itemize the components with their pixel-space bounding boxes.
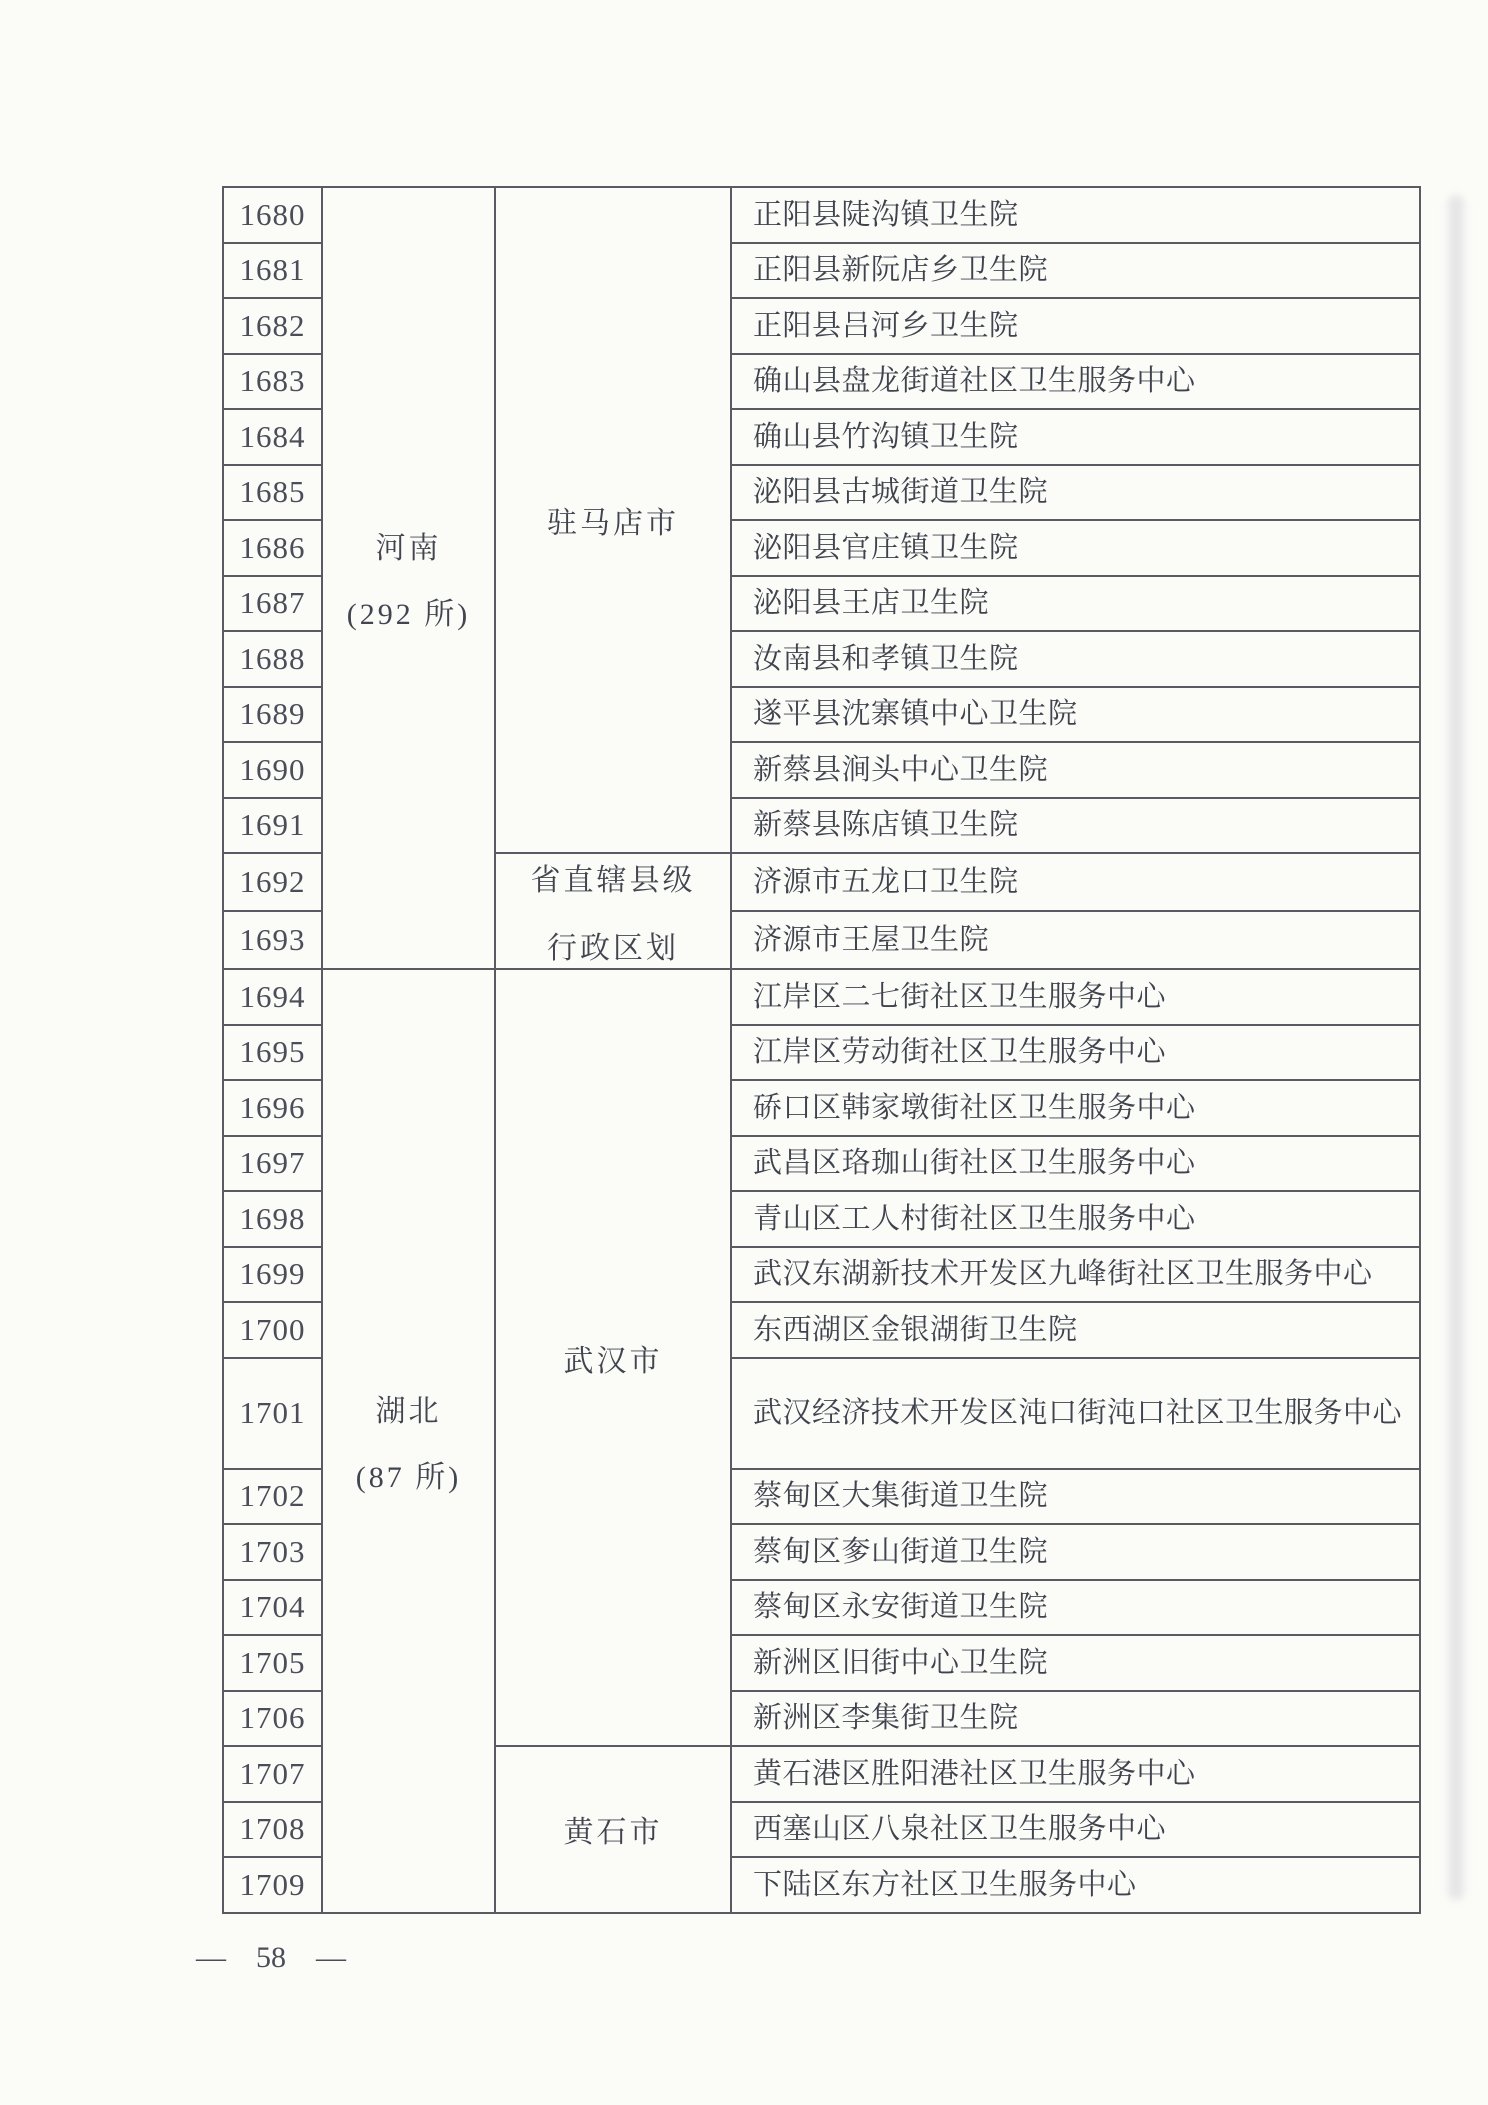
- institution-name: 新蔡县陈店镇卫生院: [731, 798, 1420, 854]
- footer-dash-left: —: [196, 1941, 226, 1974]
- institution-name: 济源市五龙口卫生院: [731, 853, 1420, 911]
- institution-name: 硚口区韩家墩街社区卫生服务中心: [731, 1080, 1420, 1136]
- institution-name: 汝南县和孝镇卫生院: [731, 631, 1420, 687]
- row-number: 1680: [223, 187, 322, 243]
- institution-name: 蔡甸区大集街道卫生院: [731, 1469, 1420, 1525]
- institution-name: 蔡甸区奓山街道卫生院: [731, 1524, 1420, 1580]
- health-institution-table: [222, 186, 1421, 1914]
- institution-name: 下陆区东方社区卫生服务中心: [731, 1857, 1420, 1913]
- row-number: 1700: [223, 1302, 322, 1358]
- city-cell-zhumadian: [495, 187, 731, 853]
- row-number: 1703: [223, 1524, 322, 1580]
- row-number: 1705: [223, 1635, 322, 1691]
- page-number: 58: [256, 1941, 286, 1974]
- province-cell-henan: [322, 187, 495, 969]
- institution-name: 武汉经济技术开发区沌口街沌口社区卫生服务中心: [731, 1358, 1420, 1469]
- row-number: 1684: [223, 409, 322, 465]
- row-number: 1698: [223, 1191, 322, 1247]
- institution-name: 新洲区旧街中心卫生院: [731, 1635, 1420, 1691]
- row-number: 1686: [223, 520, 322, 576]
- institution-name: 确山县盘龙街道社区卫生服务中心: [731, 354, 1420, 410]
- city-cell-huangshi: [495, 1746, 731, 1913]
- institution-name: 遂平县沈寨镇中心卫生院: [731, 687, 1420, 743]
- row-number: 1688: [223, 631, 322, 687]
- institution-name: 济源市王屋卫生院: [731, 911, 1420, 969]
- row-number: 1691: [223, 798, 322, 854]
- institution-name: 江岸区二七街社区卫生服务中心: [731, 969, 1420, 1025]
- institution-name: 正阳县吕河乡卫生院: [731, 298, 1420, 354]
- row-number: 1695: [223, 1025, 322, 1081]
- row-number: 1707: [223, 1746, 322, 1802]
- row-number: 1689: [223, 687, 322, 743]
- institution-name: 泌阳县官庄镇卫生院: [731, 520, 1420, 576]
- province-count: (292 所): [346, 598, 471, 631]
- city-cell-provincial-direct: [495, 853, 731, 969]
- table-row: [223, 187, 1420, 243]
- institution-name: 武昌区珞珈山街社区卫生服务中心: [731, 1136, 1420, 1192]
- row-number: 1683: [223, 354, 322, 410]
- institution-name: 新洲区李集街卫生院: [731, 1691, 1420, 1747]
- row-number: 1687: [223, 576, 322, 632]
- institution-name: 江岸区劳动街社区卫生服务中心: [731, 1025, 1420, 1081]
- page-footer: [196, 1941, 346, 1975]
- institution-name: 东西湖区金银湖街卫生院: [731, 1302, 1420, 1358]
- row-number: 1708: [223, 1802, 322, 1858]
- row-number: 1697: [223, 1136, 322, 1192]
- row-number: 1701: [223, 1358, 322, 1469]
- city-label: 驻马店市: [547, 507, 679, 540]
- institution-name: 泌阳县王店卫生院: [731, 576, 1420, 632]
- institution-name: 西塞山区八泉社区卫生服务中心: [731, 1802, 1420, 1858]
- row-number: 1681: [223, 243, 322, 299]
- scan-artifact: [1448, 195, 1464, 1900]
- table-row: [223, 969, 1420, 1025]
- city-label: 黄石市: [563, 1816, 663, 1850]
- institution-name: 确山县竹沟镇卫生院: [731, 409, 1420, 465]
- row-number: 1693: [223, 911, 322, 969]
- institution-name: 武汉东湖新技术开发区九峰街社区卫生服务中心: [731, 1247, 1420, 1303]
- city-label-line2: 行政区划: [547, 932, 679, 965]
- institution-name: 新蔡县涧头中心卫生院: [731, 742, 1420, 798]
- row-number: 1709: [223, 1857, 322, 1913]
- institution-name: 蔡甸区永安街道卫生院: [731, 1580, 1420, 1636]
- row-number: 1696: [223, 1080, 322, 1136]
- province-name: 湖北: [375, 1394, 442, 1428]
- institution-name: 泌阳县古城街道卫生院: [731, 465, 1420, 521]
- city-label-line1: 省直辖县级: [530, 864, 696, 897]
- row-number: 1685: [223, 465, 322, 521]
- footer-dash-right: —: [316, 1941, 346, 1974]
- row-number: 1692: [223, 853, 322, 911]
- row-number: 1682: [223, 298, 322, 354]
- city-cell-wuhan: [495, 969, 731, 1746]
- institution-name: 正阳县新阮店乡卫生院: [731, 243, 1420, 299]
- province-count: (87 所): [355, 1460, 462, 1494]
- province-cell-hubei: [322, 969, 495, 1913]
- province-name: 河南: [375, 532, 442, 565]
- institution-name: 正阳县陡沟镇卫生院: [731, 187, 1420, 243]
- city-label: 武汉市: [563, 1344, 663, 1378]
- row-number: 1690: [223, 742, 322, 798]
- row-number: 1699: [223, 1247, 322, 1303]
- row-number: 1704: [223, 1580, 322, 1636]
- row-number: 1694: [223, 969, 322, 1025]
- institution-name: 青山区工人村街社区卫生服务中心: [731, 1191, 1420, 1247]
- row-number: 1702: [223, 1469, 322, 1525]
- institution-name: 黄石港区胜阳港社区卫生服务中心: [731, 1746, 1420, 1802]
- row-number: 1706: [223, 1691, 322, 1747]
